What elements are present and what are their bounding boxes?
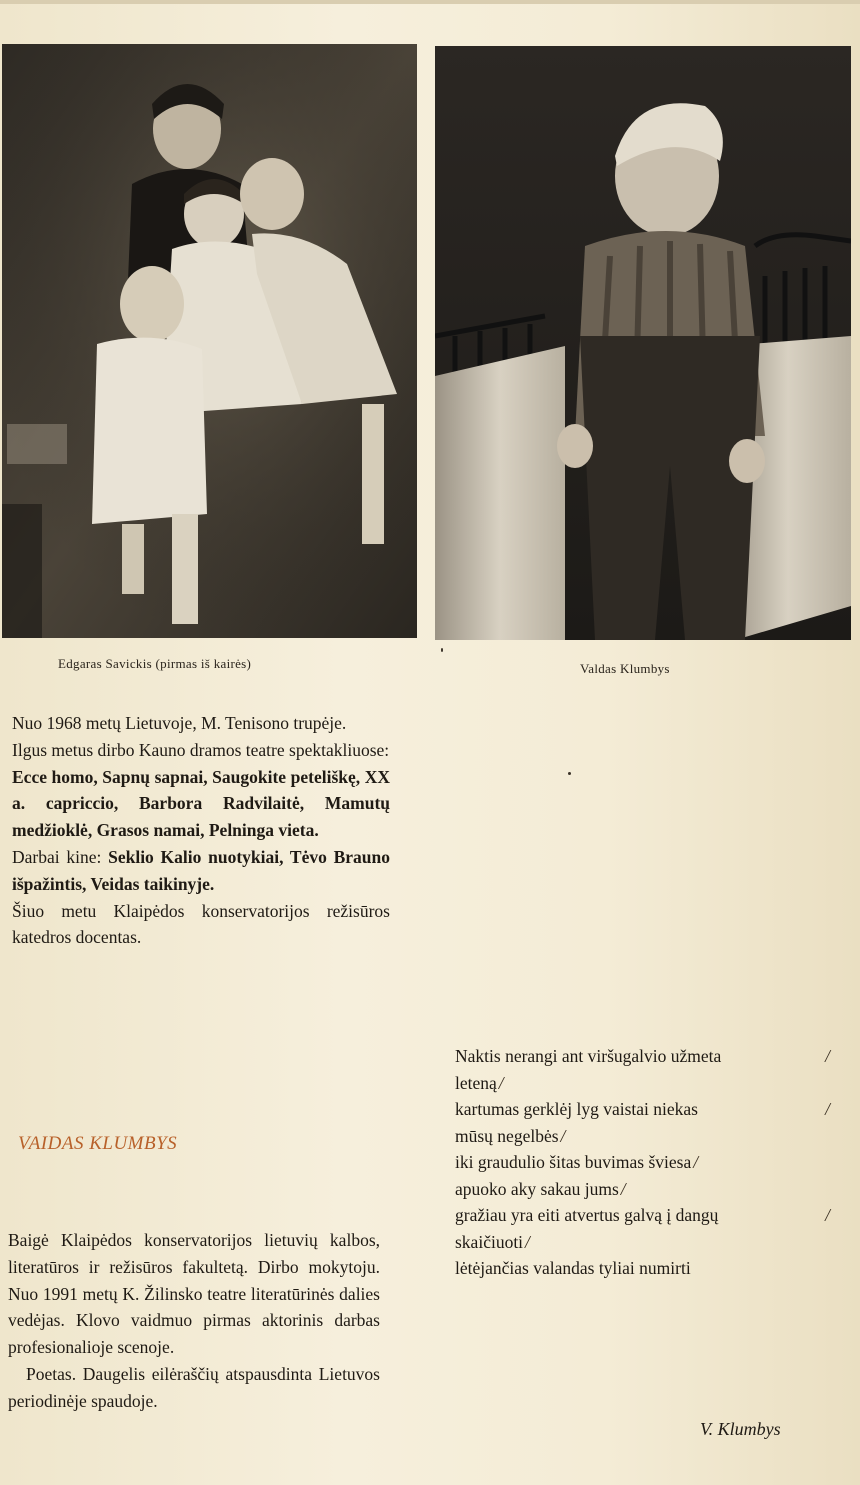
- bio-paragraph: Šiuo metu Klaipėdos konservatorijos režisūros katedros docentas.: [12, 900, 390, 948]
- bio-edgaras-savickis: [12, 710, 390, 951]
- poem-line: skaičiuoti /: [455, 1229, 830, 1256]
- slash-mark: /: [498, 1072, 504, 1093]
- poem-line: iki graudulio šitas buvimas šviesa /: [455, 1149, 830, 1176]
- photo-boy-by-bed: [435, 46, 851, 640]
- film-works-paragraph: [12, 844, 390, 898]
- speck-mark: [568, 772, 571, 775]
- poem-line: lėtėjančias valandas tyliai numirti: [455, 1258, 691, 1278]
- poem-line: gražiau yra eiti atvertus galvą į dangų /: [455, 1202, 830, 1229]
- bio-paragraph: Poetas. Daugelis eilėraščių atspausdinta Lietuvos periodinėje spaudoje.: [8, 1363, 380, 1411]
- slash-mark: /: [825, 1099, 830, 1119]
- poem-signature: V. Klumbys: [700, 1419, 781, 1439]
- film-works-list: Seklio Kalio nuotykiai, Tėvo Brauno išpažintis, Veidas taikinyje.: [12, 846, 390, 894]
- slash-mark: /: [525, 1231, 530, 1252]
- top-edge: [0, 0, 860, 4]
- slash-mark: /: [620, 1178, 626, 1199]
- poem: [455, 1043, 830, 1282]
- film-works-label: Darbai kine:: [12, 846, 109, 867]
- slash-mark: /: [693, 1152, 699, 1172]
- caption-right-photo: Valdas Klumbys: [580, 661, 670, 676]
- poem-line: apuoko aky sakau jums /: [455, 1176, 830, 1203]
- family-portrait-image: [2, 44, 417, 638]
- poem-line: leteną /: [455, 1070, 830, 1097]
- caption-left-photo: Edgaras Savickis (pirmas iš kairės): [58, 656, 252, 671]
- poem-line: kartumas gerklėj lyg vaistai niekas /: [455, 1096, 830, 1123]
- slash-mark: /: [825, 1046, 830, 1066]
- slash-mark: /: [825, 1205, 830, 1225]
- boy-portrait-image: [435, 46, 851, 640]
- speck-mark: [441, 648, 443, 652]
- bio-vaidas-klumbys: [8, 1227, 380, 1415]
- section-title: VAIDAS KLUMBYS: [18, 1133, 178, 1154]
- bio-paragraph: Baigė Klaipėdos konservatorijos lietuvių kalbos, literatūros ir režisūros fakultetą. Dirbo mokytoju. Nuo 1991 metų K. Žilinsko teatre literatūrinės dalies vedėjas. Klovo vaidmuo pirmas aktorinis darbas profesionalioje scenoje.: [8, 1230, 380, 1358]
- theatre-works-list: Ecce homo, Sapnų sapnai, Saugokite peteliškę, XX a. capriccio, Barbora Radvilaitė, Mamutų medžioklė, Grasos namai, Pelninga vieta.: [12, 766, 390, 841]
- slash-mark: /: [560, 1125, 566, 1146]
- bio-paragraph: Ilgus metus dirbo Kauno dramos teatre spektakliuose:: [12, 739, 390, 760]
- poem-line: mūsų negelbės /: [455, 1123, 830, 1150]
- poem-line: Naktis nerangi ant viršugalvio užmeta /: [455, 1043, 830, 1070]
- bio-paragraph: Nuo 1968 metų Lietuvoje, M. Tenisono trupėje.: [12, 713, 347, 733]
- photo-family-portrait: [2, 44, 417, 638]
